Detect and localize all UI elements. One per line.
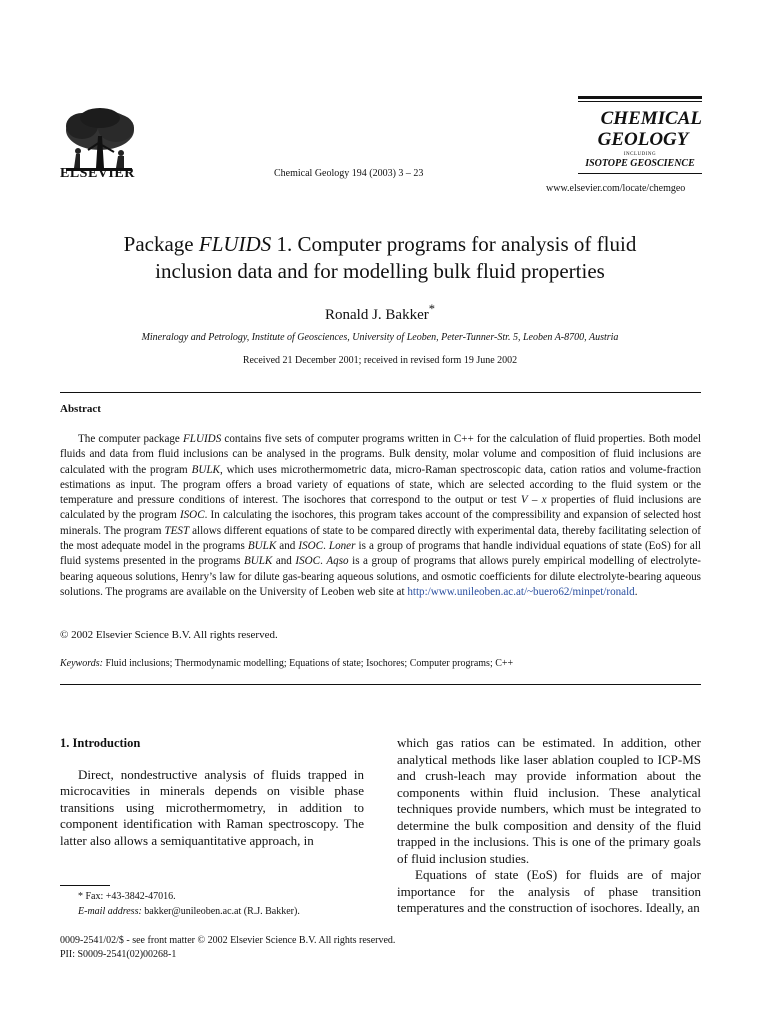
affiliation: Mineralogy and Petrology, Institute of Geosciences, University of Leoben, Peter-Tunner-Str. 5, Leoben A-8700, Austria <box>141 332 619 343</box>
author-line <box>60 302 700 324</box>
abstract-body <box>60 432 701 600</box>
footnote-email-label: E-mail address: <box>78 906 142 917</box>
footnote-email-line <box>78 904 300 919</box>
keywords-label: Keywords: <box>60 658 103 669</box>
section-heading-introduction: 1. Introduction <box>60 736 141 750</box>
journal-url-link[interactable]: www.elsevier.com/locate/chemgeo <box>546 183 686 194</box>
left-column <box>60 735 364 849</box>
left-paragraph-1: Direct, nondestructive analysis of fluids trapped in microcavities in minerals depends on visible phase transitions using microthermometry, in addition to component identification with Raman spectroscopy. The latter also allows a semiquantitative approach, in <box>60 766 364 848</box>
author-footnote <box>78 889 300 919</box>
author-name: Ronald J. Bakker <box>325 307 429 323</box>
title-part-b: 1. Computer programs for analysis of fluid <box>271 232 637 256</box>
university-website-link[interactable]: http:/www.unileoben.ac.at/~buero62/minpet/ronald <box>407 585 635 598</box>
footer-pii: PII: S0009-2541(02)00268-1 <box>60 949 177 960</box>
rule-below-keywords <box>60 684 701 685</box>
brand-including: INCLUDING <box>623 152 657 157</box>
title-part-a: Package <box>123 232 199 256</box>
footnote-fax: * Fax: +43-3842-47016. <box>78 891 176 902</box>
abstract-paragraph: The computer package FLUIDS contains five sets of computer programs written in C++ for the calculation of fluid properties. Both model fluids and data from fluid inclusions can be analysed in the programs. Bulk density, molar volume and composition of fluid inclusions are calculated with the program BULK, which uses microthermometric data, micro-Raman spectroscopic data, cation ratios and volume-fraction estimations as input. The program offers a broad variety of equations of state, which are selected according to the fluid system or the temperature and pressure conditions of interest. The isochores that correspond to the output or test V – x properties of fluid inclusions are calculated by the program ISOC. In calculating the isochores, this program takes account of the compressibility and expansion of selected host minerals. The program TEST allows different equations of state to be compared directly with experimental data, thereby facilitating selection of the most adequate model in the programs BULK and ISOC. Loner is a group of programs that handle individual equations of state (EoS) for all fluid systems presented in the programs BULK and ISOC. Aqso is a group of programs that allows purely empirical modelling of electrolyte-bearing aqueous solutions, Henry’s law for dilute gas-bearing aqueous solutions, and osmotic coefficients for dilute electrolyte-bearing aqueous solutions. The programs are available on the University of Leoben web site at http:/www.unileoben.ac.at/~buero62/minpet/ronald. <box>60 433 701 598</box>
brand-top-rule <box>578 96 702 102</box>
rule-above-abstract <box>60 392 701 393</box>
footnote-rule <box>60 885 110 886</box>
article-title <box>60 231 700 285</box>
keywords-text: Fluid inclusions; Thermodynamic modelling; Equations of state; Isochores; Computer programs; C++ <box>102 658 514 669</box>
brand-line-geology: GEOLOGY <box>597 129 689 150</box>
page-footer <box>60 934 395 962</box>
right-paragraph-2: Equations of state (EoS) for fluids are of major importance for the analysis of phase transition temperatures and the construction of isochores. Ideally, an <box>397 867 701 915</box>
keywords-line <box>60 658 513 669</box>
right-column <box>397 735 701 917</box>
author-footnote-mark[interactable]: * <box>428 302 435 316</box>
brand-line-chemical: CHEMICAL <box>600 108 702 129</box>
title-line2: inclusion data and for modelling bulk fluid properties <box>155 259 605 283</box>
publisher-name: ELSEVIER <box>60 166 135 181</box>
brand-bottom-rule <box>578 173 702 174</box>
right-paragraph-1: which gas ratios can be estimated. In addition, other analytical methods like laser ablation coupled to ICP-MS and crush-leach may provide information about the components within fluid inclusion. These analytical techniques provide numbers, which must be integrated to determine the bulk composition and density of the fluid trapped in the inclusions. This is one of the primary goals of fluid inclusion studies. <box>397 735 701 866</box>
brand-line-isotope: ISOTOPE GEOSCIENCE <box>585 158 695 169</box>
footer-front-matter: 0009-2541/02/$ - see front matter © 2002 Elsevier Science B.V. All rights reserved. <box>60 935 396 946</box>
footnote-email[interactable]: bakker@unileoben.ac.at (R.J. Bakker). <box>141 906 300 917</box>
abstract-copyright: © 2002 Elsevier Science B.V. All rights reserved. <box>60 629 278 641</box>
journal-citation: Chemical Geology 194 (2003) 3 – 23 <box>274 168 424 179</box>
received-dates: Received 21 December 2001; received in revised form 19 June 2002 <box>242 355 518 366</box>
journal-brand <box>578 96 702 174</box>
title-italic: FLUIDS <box>198 232 272 256</box>
abstract-heading: Abstract <box>60 403 101 415</box>
